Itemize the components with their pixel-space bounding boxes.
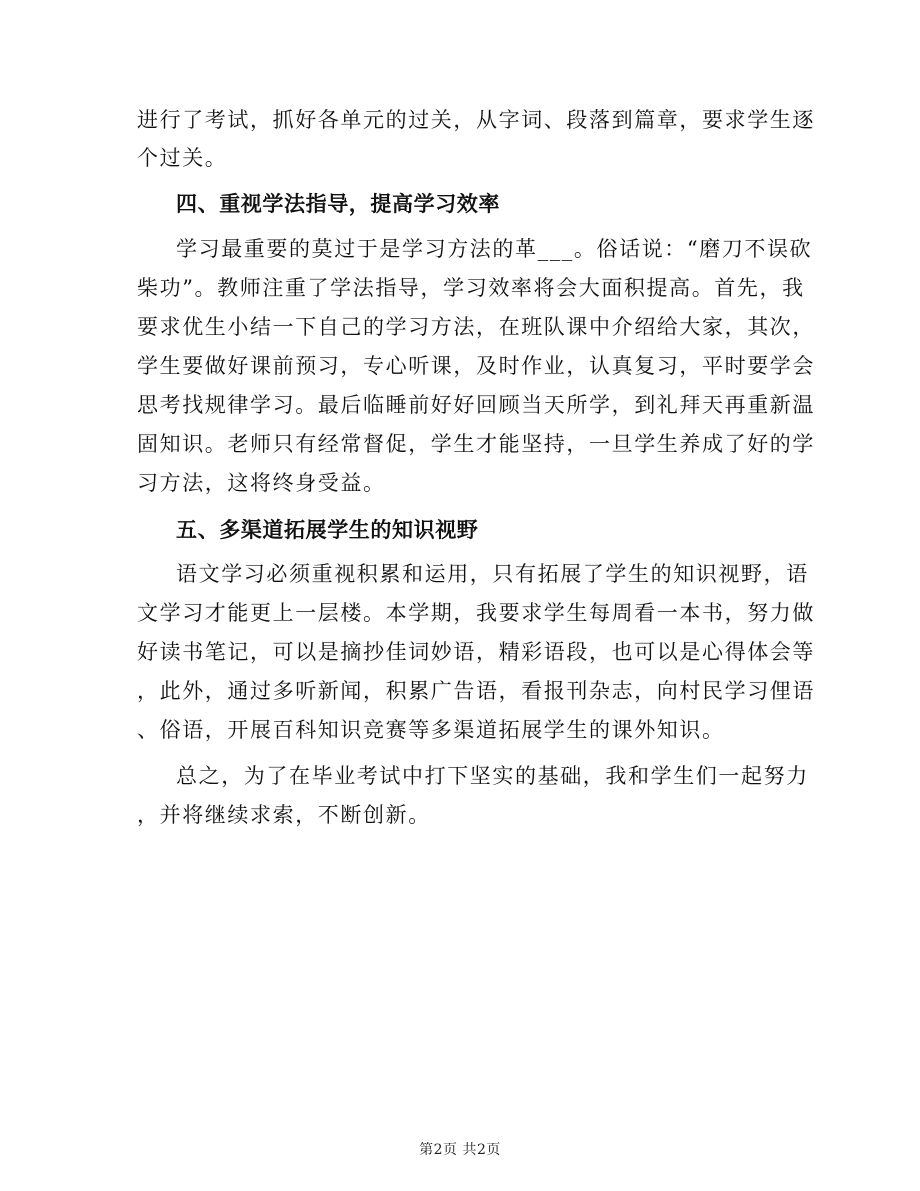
paragraph-line: 要求优生小结一下自己的学习方法，在班队课中介绍给大家，其次， bbox=[137, 315, 815, 339]
section-heading-4: 四、重视学法指导，提高学习效率 bbox=[176, 192, 500, 216]
paragraph-line: 个过关。 bbox=[137, 146, 228, 170]
paragraph-line: 习方法，这将终身受益。 bbox=[137, 471, 386, 495]
paragraph-line: 好读书笔记，可以是摘抄佳词妙语，精彩语段，也可以是心得体会等 bbox=[137, 640, 815, 664]
paragraph-line: 柴功”。教师注重了学法指导，学习效率将会大面积提高。首先，我 bbox=[137, 276, 805, 300]
paragraph-line: 学习最重要的莫过于是学习方法的革___。俗话说：“磨刀不误砍 bbox=[176, 237, 813, 261]
paragraph-line: 总之，为了在毕业考试中打下坚实的基础，我和学生们一起努力 bbox=[176, 764, 809, 788]
paragraph-line: ，并将继续求索，不断创新。 bbox=[137, 803, 431, 827]
paragraph-line: 文学习才能更上一层楼。本学期，我要求学生每周看一本书，努力做 bbox=[137, 601, 815, 625]
paragraph-line: ，此外，通过多听新闻，积累广告语，看报刊杂志，向村民学习俚语 bbox=[137, 679, 815, 703]
paragraph-line: 进行了考试，抓好各单元的过关，从字词、段落到篇章，要求学生逐 bbox=[137, 108, 815, 132]
page-number-footer: 第2页 共2页 bbox=[419, 1142, 501, 1158]
paragraph-line: 固知识。老师只有经常督促，学生才能坚持，一旦学生养成了好的学 bbox=[137, 432, 815, 456]
paragraph-line: 思考找规律学习。最后临睡前好好回顾当天所学，到礼拜天再重新温 bbox=[137, 393, 815, 417]
paragraph-line: 学生要做好课前预习，专心听课，及时作业，认真复习，平时要学会 bbox=[137, 354, 815, 378]
paragraph-line: 、俗语，开展百科知识竞赛等多渠道拓展学生的课外知识。 bbox=[137, 718, 725, 742]
paragraph-line: 语文学习必须重视积累和运用，只有拓展了学生的知识视野，语 bbox=[176, 562, 809, 586]
section-heading-5: 五、多渠道拓展学生的知识视野 bbox=[176, 518, 479, 542]
